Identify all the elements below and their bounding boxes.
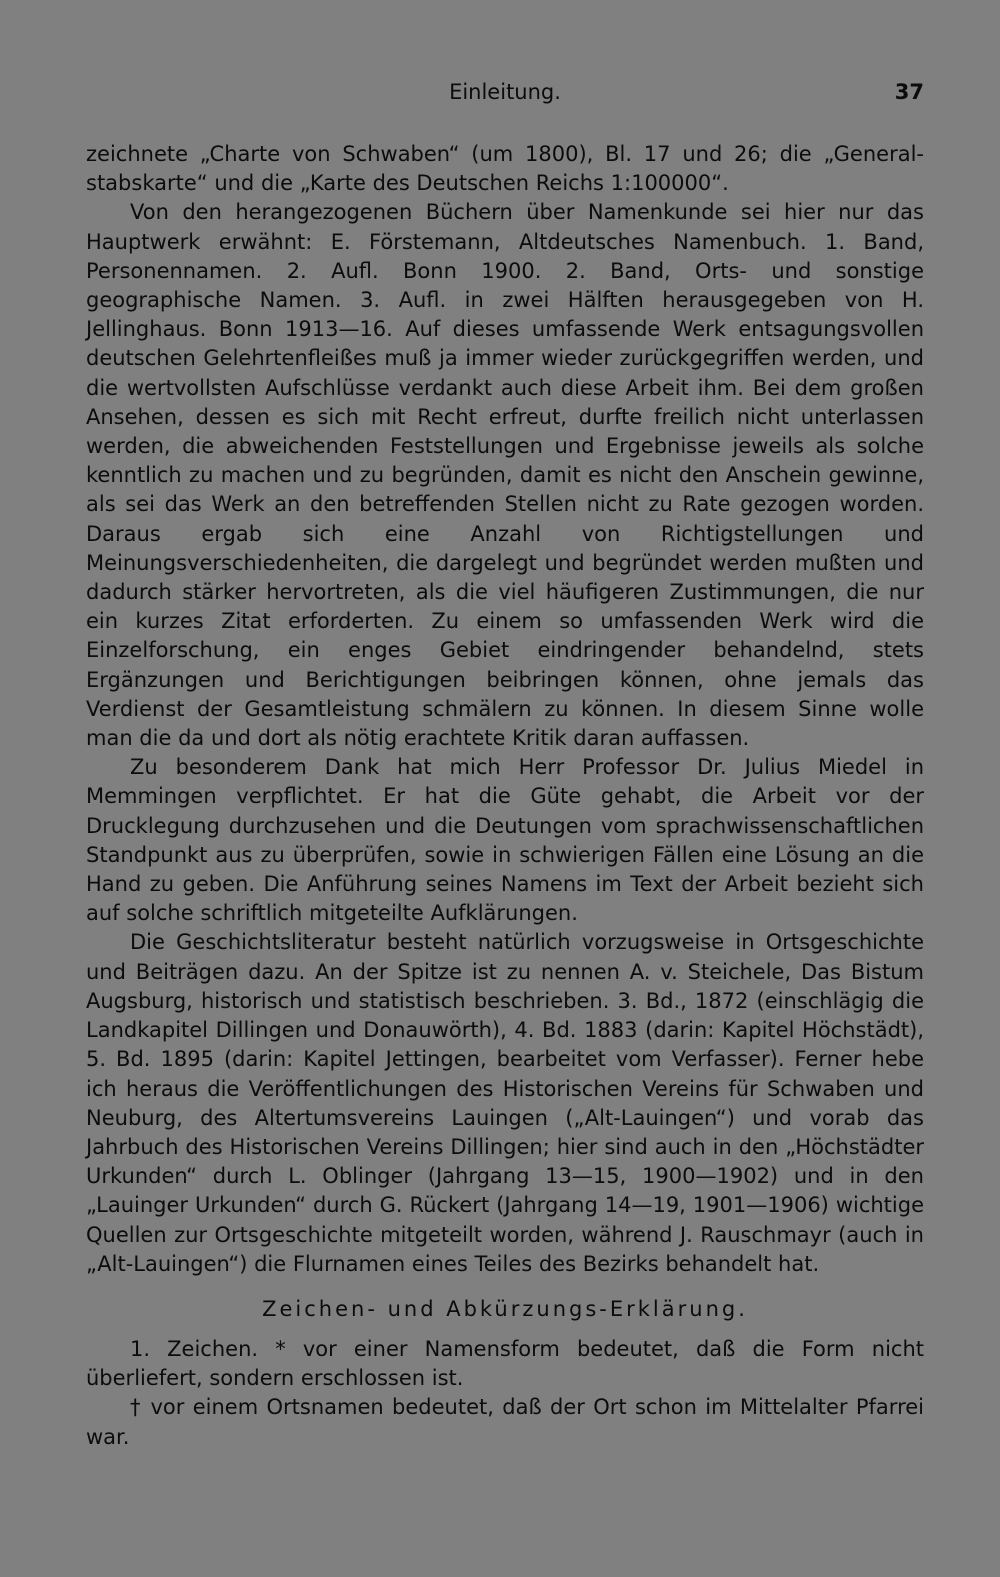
paragraph-namenkunde: Von den herangezogenen Büchern über Namenkunde sei hier nur das Hauptwerk erwähnt: E. Förstemann, Altdeutsches Namenbuch. 1. Band, Personennamen. 2. Aufl. Bonn 1900. 2. Band, Orts- und sonstige geographische Namen. 3. Aufl. in zwei Hälften herausgegeben von H. Jellinghaus. Bonn 1913—16. Auf dieses umfassende Werk entsagungsvollen deutschen Gelehrtenfleißes muß ja immer wieder zurückgegriffen werden, und die wertvollsten Aufschlüsse verdankt auch diese Arbeit ihm. Bei dem großen Ansehen, dessen es sich mit Recht erfreut, durfte freilich nicht unterlassen werden, die abweichenden Feststellungen und Ergebnisse jeweils als solche kenntlich zu machen und zu begründen, damit es nicht den Anschein gewinne, als sei das Werk an den betreffenden Stellen nicht zu Rate gezogen worden. Daraus ergab sich eine Anzahl von Richtigstellungen und Meinungsverschiedenheiten, die dargelegt und begründet werden mußten und dadurch stärker hervortreten, als die viel häufigeren Zustimmungen, die nur ein kurzes Zitat erforderten. Zu einem so umfassenden Werk wird die Einzelforschung, ein enges Gebiet eindringender behandelnd, stets Ergänzungen und Berichtigungen beibringen können, ohne jemals das Verdienst der Gesamtleistung schmälern zu können. In diesem Sinne wolle man die da und dort als nötig erachtete Kritik daran auffassen. bbox=[86, 200, 924, 751]
paragraph-continuation: zeichnete „Charte von Schwaben“ (um 1800), Bl. 17 und 26; die „General-stabskarte“ und die „Karte des Deutschen Reichs 1:100000“. bbox=[86, 142, 924, 196]
body-text bbox=[86, 140, 924, 1452]
legend-item-asterisk: 1. Zeichen. * vor einer Namensform bedeutet, daß die Form nicht überliefert, sondern erschlossen ist. bbox=[86, 1336, 924, 1391]
paragraph-dank: Zu besonderem Dank hat mich Herr Professor Dr. Julius Miedel in Memmingen verpflichtet. Er hat die Güte gehabt, die Arbeit vor der Drucklegung durchzusehen und die Deutungen vom sprachwissenschaftlichen Standpunkt aus zu überprüfen, sowie in schwierigen Fällen eine Lösung an die Hand zu geben. Die Anführung seines Namens im Text der Arbeit bezieht sich auf solche schriftlich mitgeteilte Aufklärungen. bbox=[86, 755, 924, 926]
paragraph-geschichtsliteratur: Die Geschichtsliteratur besteht natürlich vorzugsweise in Ortsgeschichte und Beiträgen dazu. An der Spitze ist zu nennen A. v. Steichele, Das Bistum Augsburg, historisch und statistisch beschrieben. 3. Bd., 1872 (einschlägig die Landkapitel Dillingen und Donauwörth), 4. Bd. 1883 (darin: Kapitel Höchstädt), 5. Bd. 1895 (darin: Kapitel Jettingen, bearbeitet vom Verfasser). Ferner hebe ich heraus die Veröffentlichungen des Historischen Vereins für Schwaben und Neuburg, des Altertumsvereins Lauingen („Alt-Lauingen“) und vorab das Jahrbuch des Historischen Vereins Dillingen; hier sind auch in den „Höchstädter Urkunden“ durch L. Oblinger (Jahrgang 13—15, 1900—1902) und in den „Lauinger Urkunden“ durch G. Rückert (Jahrgang 14—19, 1901—1906) wichtige Quellen zur Ortsgeschichte mitgeteilt worden, während J. Rauschmayr (auch in „Alt-Lauingen“) die Flurnamen eines Teiles des Bezirks behandelt hat. bbox=[86, 930, 924, 1276]
page-number: 37 bbox=[894, 80, 924, 104]
legend-item-dagger: † vor einem Ortsnamen bedeutet, daß der Ort schon im Mittelalter Pfarrei war. bbox=[86, 1395, 924, 1449]
section-heading: Zeichen- und Abkürzungs-Erklärung. bbox=[262, 1296, 748, 1321]
running-head bbox=[86, 80, 924, 114]
chapter-title: Einleitung. bbox=[449, 80, 561, 104]
